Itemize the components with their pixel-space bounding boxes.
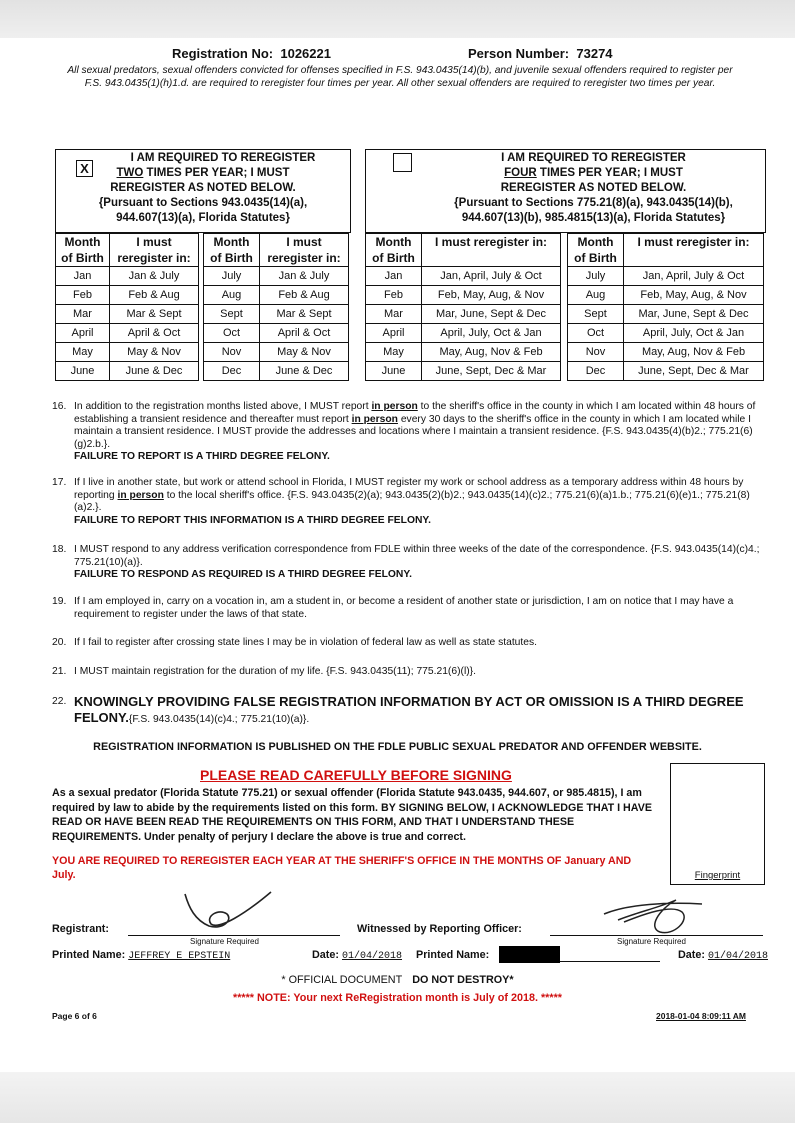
birth-month-cell: Nov — [204, 343, 260, 362]
col-reregister-in: I must reregister in: — [422, 234, 561, 267]
table-row — [204, 286, 349, 305]
table-row — [366, 286, 561, 305]
two-times-header — [55, 149, 351, 233]
birth-month-cell: Dec — [204, 362, 260, 381]
table-row — [204, 324, 349, 343]
birth-month-cell: May — [56, 343, 110, 362]
two-times-checkbox[interactable]: X — [76, 160, 93, 177]
table-row — [56, 362, 199, 381]
reregister-months-cell: Mar & Sept — [260, 305, 349, 324]
birth-month-cell: Feb — [56, 286, 110, 305]
item-21: 21. I MUST maintain registration for the duration of my life. {F.S. 943.0435(11); 775.21(6)(l)}. — [52, 666, 476, 677]
four-times-line4: {Pursuant to Sections 775.21(8)(a), 943.0435(14)(b), — [454, 197, 733, 209]
official-document-notice: * OFFICIAL DOCUMENT DO NOT DESTROY* — [281, 974, 514, 986]
registrant-printed-name: Printed Name: JEFFREY E EPSTEIN — [52, 949, 231, 962]
fingerprint-label: Fingerprint — [694, 870, 741, 881]
reregister-months-cell: June & Dec — [260, 362, 349, 381]
print-timestamp: 2018-01-04 8:09:11 AM — [656, 1011, 746, 1021]
col-month-of-birth: Month of Birth — [568, 234, 624, 267]
officer-signature-line[interactable] — [550, 935, 763, 936]
table-row — [56, 267, 199, 286]
reregister-months-cell: Feb, May, Aug, & Nov — [624, 286, 764, 305]
two-times-line1: I AM REQUIRED TO REREGISTER — [130, 152, 316, 164]
reregister-months-cell: Jan & July — [260, 267, 349, 286]
birth-month-cell: Oct — [204, 324, 260, 343]
fingerprint-box — [670, 763, 765, 885]
table-row — [204, 305, 349, 324]
table-row — [568, 362, 764, 381]
reregister-months-cell: Jan & July — [110, 267, 199, 286]
please-read-heading: PLEASE READ CAREFULLY BEFORE SIGNING — [200, 767, 512, 783]
officer-printed-name-label: Printed Name: — [416, 949, 490, 961]
registrant-signature-required: Signature Required — [190, 937, 259, 946]
reregister-months-cell: Mar, June, Sept & Dec — [624, 305, 764, 324]
birth-month-cell: Oct — [568, 324, 624, 343]
table-row — [568, 305, 764, 324]
scan-shadow-bottom — [0, 1072, 795, 1123]
reregister-months-cell: April, July, Oct & Jan — [624, 324, 764, 343]
table-row — [568, 324, 764, 343]
birth-month-cell: July — [568, 267, 624, 286]
four-times-table-a — [365, 233, 561, 381]
table-row — [56, 324, 199, 343]
four-times-header — [365, 149, 766, 233]
two-times-line4: {Pursuant to Sections 943.0435(14)(a), — [98, 197, 308, 209]
table-row — [568, 343, 764, 362]
table-row — [366, 305, 561, 324]
birth-month-cell: Aug — [568, 286, 624, 305]
two-times-line3: REREGISTER AS NOTED BELOW. — [110, 182, 296, 194]
birth-month-cell: May — [366, 343, 422, 362]
item-17-warning: FAILURE TO REPORT THIS INFORMATION IS A THIRD DEGREE FELONY. — [74, 514, 431, 526]
reregister-months-cell: May, Aug, Nov & Feb — [422, 343, 561, 362]
item-18-warning: FAILURE TO RESPOND AS REQUIRED IS A THIRD DEGREE FELONY. — [74, 569, 412, 580]
reregister-months-cell: Mar, June, Sept & Dec — [422, 305, 561, 324]
col-month-of-birth: Month of Birth — [204, 234, 260, 267]
two-times-line5: 944.607(13)(a), Florida Statutes} — [116, 212, 290, 224]
col-month-of-birth: Month of Birth — [56, 234, 110, 267]
two-times-table-b — [203, 233, 349, 381]
col-reregister-in: I must reregister in: — [110, 234, 199, 267]
reregister-months-cell: May & Nov — [110, 343, 199, 362]
registrant-label: Registrant: — [52, 923, 109, 935]
reregister-months-cell: May & Nov — [260, 343, 349, 362]
four-times-checkbox[interactable] — [393, 153, 412, 172]
officer-signature-required: Signature Required — [617, 937, 686, 946]
page-number: Page 6 of 6 — [52, 1011, 97, 1021]
table-row — [366, 324, 561, 343]
four-times-line5: 944.607(13)(b), 985.4815(13)(a), Florida Statutes} — [461, 212, 726, 224]
birth-month-cell: Aug — [204, 286, 260, 305]
registrant-signature — [175, 886, 275, 936]
witness-label: Witnessed by Reporting Officer: — [357, 923, 522, 935]
table-row — [568, 286, 764, 305]
item-17: 17. If I live in another state, but work or attend school in Florida, I MUST register my work or school address as a temporary address within 48 hours by reporting in person to the local sheriff's office. {F.S. 943.0435(2)(a); 943.0435(2)(b)2.; 943.0435(14)(c)2.; 775.21(6)(a)1.b.; 775.21(6)(e)1.; 775.21(8)(a)2.}. FAILURE TO REPORT THIS INFORMATION IS A THIRD DEGREE FELONY. — [52, 477, 764, 527]
registration-number: Registration No: 1026221 — [172, 46, 331, 61]
reregister-months-cell: Feb & Aug — [260, 286, 349, 305]
person-number: Person Number: 73274 — [468, 46, 613, 61]
officer-date-value: 01/04/2018 — [708, 951, 769, 962]
four-times-line3: REREGISTER AS NOTED BELOW. — [500, 182, 687, 194]
reregister-months-cell: April, July, Oct & Jan — [422, 324, 561, 343]
birth-month-cell: Sept — [204, 305, 260, 324]
table-row — [204, 267, 349, 286]
website-notice: REGISTRATION INFORMATION IS PUBLISHED ON THE FDLE PUBLIC SEXUAL PREDATOR AND OFFENDER WEBSITE. — [93, 741, 702, 753]
birth-month-cell: Mar — [366, 305, 422, 324]
reregister-months-cell: June, Sept, Dec & Mar — [422, 362, 561, 381]
birth-month-cell: Jan — [366, 267, 422, 286]
reregister-notice: YOU ARE REQUIRED TO REREGISTER EACH YEAR AT THE SHERIFF'S OFFICE IN THE MONTHS OF January AND July. — [52, 855, 632, 881]
col-month-of-birth: Month of Birth — [366, 234, 422, 267]
officer-name-line — [560, 961, 660, 962]
table-row — [366, 362, 561, 381]
table-row — [56, 286, 199, 305]
reregister-months-cell: May, Aug, Nov & Feb — [624, 343, 764, 362]
registrant-name-value: JEFFREY E EPSTEIN — [128, 951, 231, 962]
reregister-months-cell: Feb & Aug — [110, 286, 199, 305]
item-19: 19. If I am employed in, carry on a vocation in, am a student in, or become a resident of another state or jurisdiction, I am on notice that I may have a requirement to register under the laws of that state. — [52, 596, 734, 620]
birth-month-cell: Feb — [366, 286, 422, 305]
birth-month-cell: Nov — [568, 343, 624, 362]
intro-note: All sexual predators, sexual offenders convicted for offenses specified in F.S. 943.0435(14)(b), and juvenile sexual offenders required to register per F.S. 943.0435(1)(h)1.d. are required to reregister four times per year. All other sexual offenders are required to reregister two times per year. — [67, 65, 733, 89]
table-row — [568, 267, 764, 286]
registrant-date-value: 01/04/2018 — [342, 951, 403, 962]
item-20: 20. If I fail to register after crossing state lines I may be in violation of federal law as well as state statutes. — [52, 637, 538, 648]
birth-month-cell: April — [56, 324, 110, 343]
officer-date: Date: 01/04/2018 — [678, 949, 769, 962]
next-reregistration-notice: ***** NOTE: Your next ReRegistration month is July of 2018. ***** — [233, 992, 562, 1004]
reregister-months-cell: Feb, May, Aug, & Nov — [422, 286, 561, 305]
scan-shadow-top — [0, 0, 795, 38]
reregister-months-cell: June & Dec — [110, 362, 199, 381]
table-row — [366, 343, 561, 362]
reregister-months-cell: April & Oct — [260, 324, 349, 343]
birth-month-cell: Jan — [56, 267, 110, 286]
registrant-date: Date: 01/04/2018 — [312, 949, 403, 962]
reregister-months-cell: Jan, April, July & Oct — [422, 267, 561, 286]
reregister-months-cell: Jan, April, July & Oct — [624, 267, 764, 286]
four-times-line2: FOUR TIMES PER YEAR; I MUST — [504, 167, 683, 179]
registrant-signature-line[interactable] — [128, 935, 340, 936]
birth-month-cell: Sept — [568, 305, 624, 324]
item-18: 18. I MUST respond to any address verification correspondence from FDLE within three weeks of the date of the correspondence. {F.S. 943.0435(14)(c)4.; 775.21(10)(a)}. FAILURE TO RESPOND AS REQUIRED IS A THIRD DEGREE FELONY. — [52, 544, 764, 582]
table-row — [56, 343, 199, 362]
two-times-line2: TWO TIMES PER YEAR; I MUST — [116, 167, 290, 179]
birth-month-cell: Mar — [56, 305, 110, 324]
item-16: 16. In addition to the registration months listed above, I MUST report in person to the sheriff's office in the county in which I am located within 48 hours of establishing a transient residence and thereafter must report in person every 30 days to the sheriff's office in the county in which I am located while I maintain a transient residence. I MUST provide the addresses and locations where I maintain a transient residence. {F.S. 943.0435(4)(b)2.; 775.21(6)(g)2.b.}. FAILURE TO REPORT IS A THIRD DEGREE FELONY. — [52, 401, 764, 464]
birth-month-cell: June — [366, 362, 422, 381]
four-times-table-b — [567, 233, 764, 381]
table-row — [366, 267, 561, 286]
table-row — [56, 305, 199, 324]
col-reregister-in: I must reregister in: — [260, 234, 349, 267]
birth-month-cell: June — [56, 362, 110, 381]
birth-month-cell: Dec — [568, 362, 624, 381]
item-16-warning: FAILURE TO REPORT IS A THIRD DEGREE FELONY. — [74, 451, 330, 462]
reregister-months-cell: Mar & Sept — [110, 305, 199, 324]
redaction-box — [499, 946, 560, 963]
two-times-table-a — [55, 233, 199, 381]
reregister-months-cell: June, Sept, Dec & Mar — [624, 362, 764, 381]
item-22: 22. KNOWINGLY PROVIDING FALSE REGISTRATION INFORMATION BY ACT OR OMISSION IS A THIRD DEGREE FELONY.{F.S. 943.0435(14)(c)4.; 775.21(10)(a)}. — [52, 694, 744, 725]
birth-month-cell: April — [366, 324, 422, 343]
four-times-line1: I AM REQUIRED TO REREGISTER — [501, 152, 686, 164]
table-row — [204, 362, 349, 381]
acknowledgement-text: As a sexual predator (Florida Statute 775.21) or sexual offender (Florida Statute 943.0435, 944.607, or 985.4815), I am required by law to abide by the requirements listed on this form. BY SIGNING BELOW, I ACKNOWLEDGE THAT I HAVE READ OR HAVE BEEN READ THE REQUIREMENTS ON THIS FORM, AND THAT I UNDERSTAND THESE REQUIREMENTS. Under penalty of perjury I declare the above is true and correct. — [52, 787, 652, 843]
table-row — [204, 343, 349, 362]
reregister-months-cell: April & Oct — [110, 324, 199, 343]
officer-signature — [598, 890, 708, 940]
birth-month-cell: July — [204, 267, 260, 286]
col-reregister-in: I must reregister in: — [624, 234, 764, 267]
